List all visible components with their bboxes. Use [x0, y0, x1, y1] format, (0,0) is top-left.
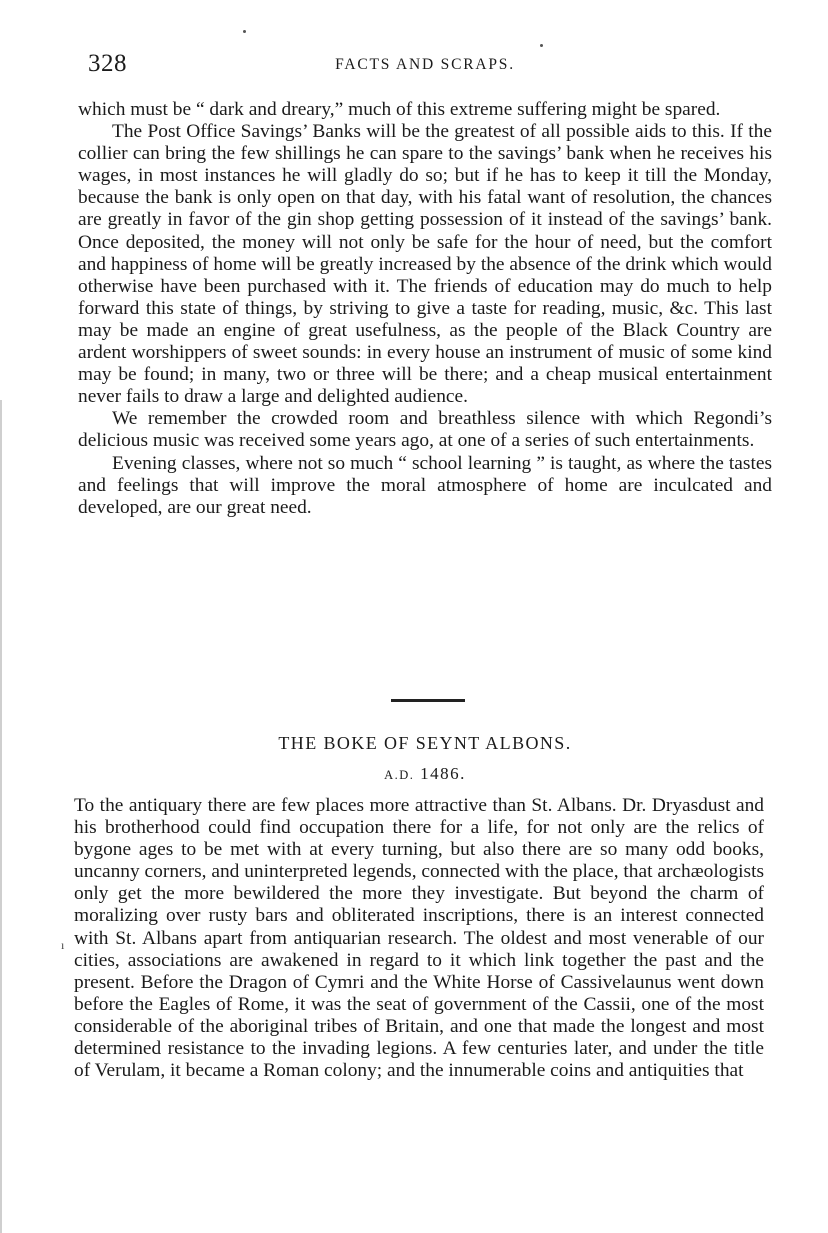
paragraph: The Post Office Savings’ Banks will be the greatest of all possible aids to this. If the collier can bring the few shillings he can spare to the savings’ bank when he receives his wages, in most instances he will gladly do so; but if he has to keep it till the Monday, because the bank is only open on that day, with his fatal want of resolution, the chances are greatly in favor of the gin shop getting possession of it instead of the savings’ bank. Once deposited, the money will not only be safe for the hour of need, but the comfort and happiness of home will be greatly increased by the absence of the drink which would otherwise have been purchased with it. The friends of education may do much to help forward this state of things, by striving to give a taste for reading, music, &c. This last may be made an engine of great usefulness, as the people of the Black Country are ardent worshippers of sweet sounds: in every house an instrument of music of some kind may be found; in many, two or three will be there; and a cheap musical entertainment never fails to draw a large and delighted audience.	[78, 121, 772, 408]
paragraph: which must be “ dark and dreary,” much of this extreme suffering might be spared.	[78, 99, 721, 120]
article-date	[78, 764, 772, 784]
page-edge-shadow	[0, 400, 2, 1233]
previous-article-text	[78, 99, 772, 519]
print-speck	[243, 30, 246, 33]
print-speck	[540, 44, 543, 47]
article-body	[74, 795, 764, 1082]
section-divider	[391, 699, 465, 702]
paragraph: To the antiquary there are few places more attractive than St. Albans. Dr. Dryasdust and his brotherhood could find occupation there for a life, for not only are the relics of bygone ages to be met with at every turning, but also there are so many odd books, uncanny corners, and uninterpreted legends, connected with the place, that archæologists only get the more bewildered the more they investigate. But beyond the charm of moralizing over rusty bars and obliterated inscriptions, there is an interest connected with St. Albans apart from antiquarian research. The oldest and most venerable of our cities, associations are awakened in regard to it which link together the past and the present. Before the Dragon of Cymri and the White Horse of Cassivelaunus went down before the Eagles of Rome, it was the seat of government of the Cassii, one of the most considerable of the aboriginal tribes of Britain, and one that made the longest and most determined resistance to the invading legions. A few centuries later, and under the title of Verulam, it became a Roman colony; and the innumerable coins and antiquities that	[74, 795, 764, 1082]
date-year: 1486.	[420, 764, 466, 783]
running-title: FACTS AND SCRAPS.	[335, 56, 515, 73]
date-era: A.D.	[384, 768, 415, 782]
page-number: 328	[88, 50, 127, 77]
paragraph: We remember the crowded room and breathless silence with which Regondi’s delicious music was received some years ago, at one of a series of such entertainments.	[78, 408, 772, 452]
running-head	[78, 50, 772, 80]
margin-mark: ı	[61, 938, 65, 952]
article-title: THE BOKE OF SEYNT ALBONS.	[278, 733, 572, 753]
paragraph: Evening classes, where not so much “ school learning ” is taught, as where the tastes and feelings that will improve the moral atmosphere of home are inculcated and developed, are our great need.	[78, 452, 772, 518]
